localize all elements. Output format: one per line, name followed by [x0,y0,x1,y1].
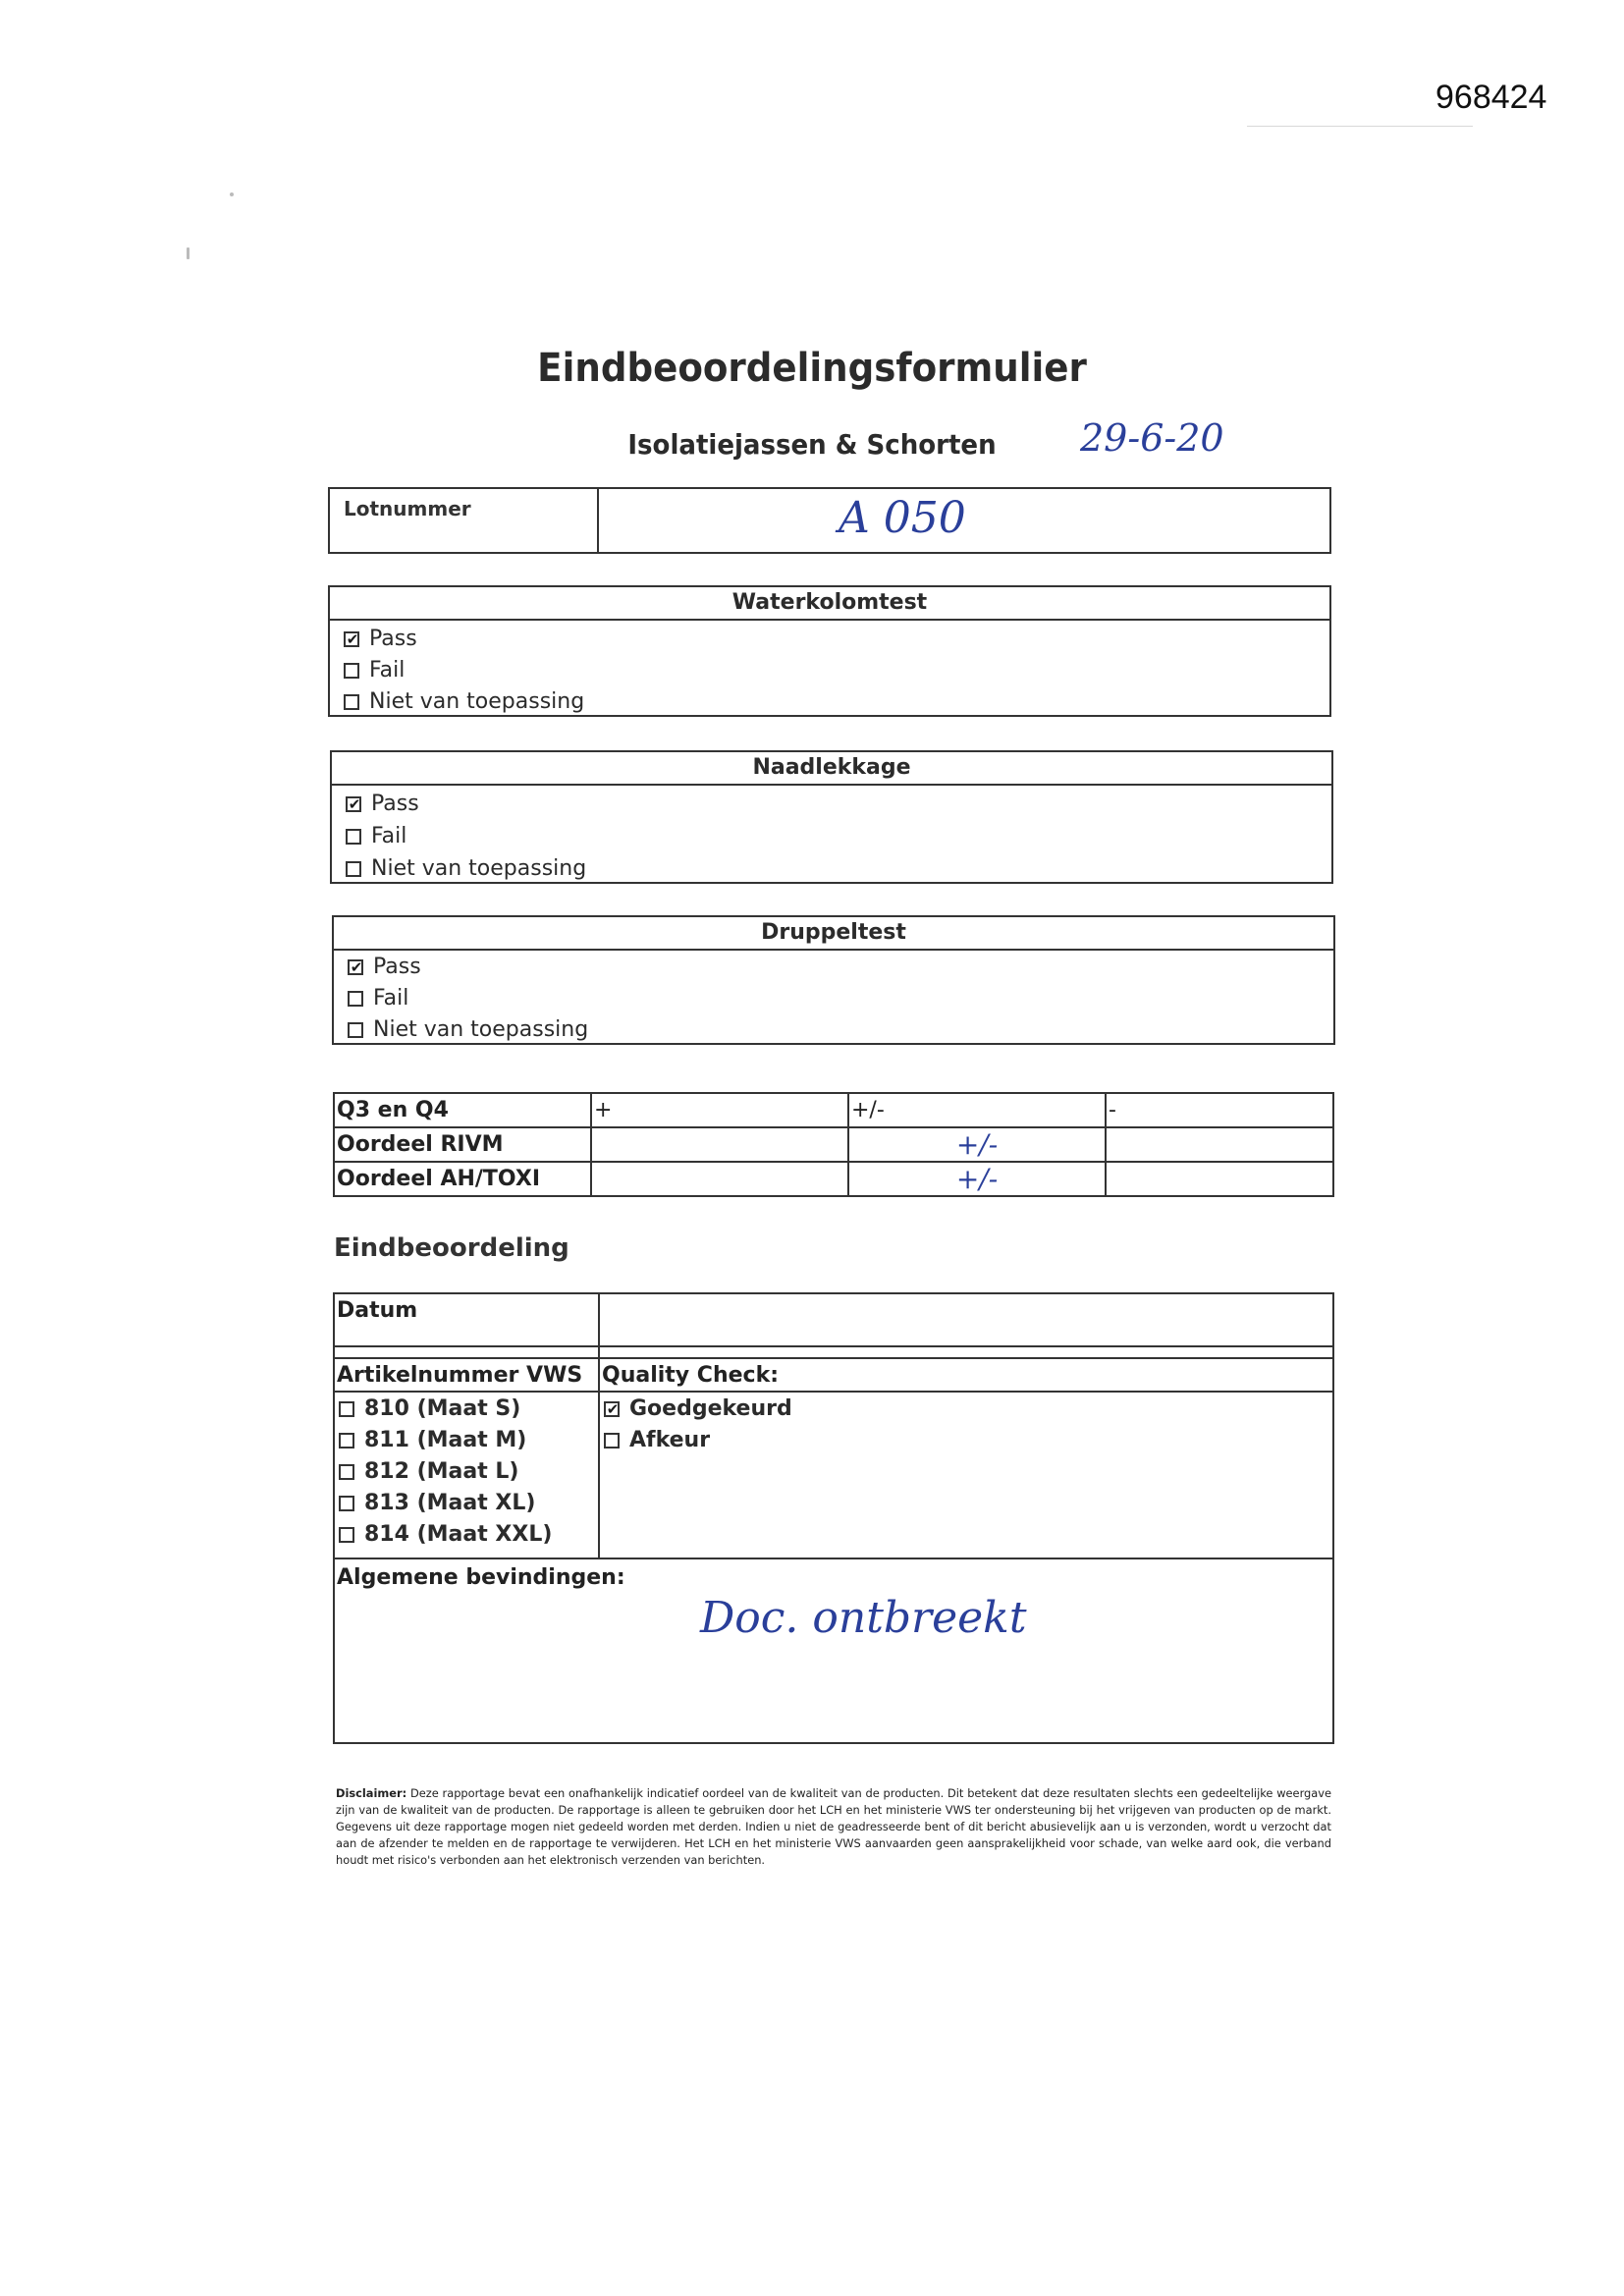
table-cell [848,1127,1106,1162]
checkbox-icon[interactable] [339,1433,354,1449]
table-cell [591,1162,848,1196]
disclaimer [336,1785,1331,1869]
artikel-810[interactable]: 810 (Maat S) [339,1396,520,1421]
table-row [334,1127,1333,1162]
eindbeoordeling-box [333,1292,1334,1744]
table-cell [1106,1127,1333,1162]
scan-speck [187,247,189,259]
handwritten-mark: +/- [955,1163,999,1195]
table-cell [1106,1162,1333,1196]
quality-afkeur[interactable]: Afkeur [604,1428,710,1452]
table-cell: + [591,1093,848,1127]
datum-label-cell [335,1294,600,1347]
handwritten-date: 29-6-20 [1080,416,1224,460]
checkbox-icon[interactable] [339,1496,354,1511]
bevindingen-label: Algemene bevindingen: [337,1565,625,1590]
checkbox-checked-icon[interactable] [346,796,361,812]
checkbox-icon[interactable] [339,1464,354,1480]
datum-value-cell[interactable] [600,1294,1332,1347]
section-druppeltest [332,915,1335,1045]
checkbox-icon[interactable] [348,991,363,1007]
scan-speck [230,192,234,196]
checkbox-checked-icon[interactable] [344,631,359,647]
lot-box [328,487,1331,554]
section-title: Naadlekkage [332,752,1331,786]
artikel-811[interactable]: 811 (Maat M) [339,1428,526,1452]
section-waterkolomtest [328,585,1331,717]
option-pass[interactable]: ✔ Pass [344,627,417,651]
disclaimer-label: Disclaimer: [336,1786,407,1800]
artikel-options [335,1393,600,1559]
table-row [334,1162,1333,1196]
checkbox-checked-icon[interactable] [348,959,363,975]
disclaimer-text: Deze rapportage bevat een onafhankelijk indicatief oordeel van de kwaliteit van de producten. Dit betekent dat deze resultaten slechts een gedeeltelijke weergave zijn van de kwaliteit van de producten. De rapportage is alleen te gebruiken door het LCH en het ministerie VWS ter ondersteuning bij het vrijgeven van producten op de markt. Gegevens uit deze rapportage mogen niet gedeeld worden met derden. Indien u niet de geadresseerde bent of dit bericht abusievelijk aan u is verzonden, wordt u verzocht dat aan de afzender te melden en de rapportage te verwijderen. Het LCH en het ministerie VWS aanvaarden geen aansprakelijkheid voor schade, van welke aard ook, die verband houdt met risico's verbonden aan het elektronisch verzenden van berichten. [336,1786,1332,1867]
checkbox-icon[interactable] [339,1527,354,1543]
section-naadlekkage [330,750,1333,884]
table-cell: +/- [848,1093,1106,1127]
table-cell: - [1106,1093,1333,1127]
option-fail[interactable]: Fail [344,658,405,683]
option-pass[interactable]: ✔ Pass [346,792,419,816]
section-title: Waterkolomtest [330,587,1329,621]
document-number: 968424 [1435,79,1547,116]
checkbox-icon[interactable] [346,829,361,845]
option-nvt[interactable]: Niet van toepassing [348,1017,588,1042]
checkbox-icon[interactable] [344,663,359,679]
quality-options [600,1393,1332,1559]
artikel-header-cell [335,1359,600,1393]
table-cell: Oordeel AH/TOXI [334,1162,591,1196]
checkbox-checked-icon[interactable] [604,1401,620,1417]
top-rule [1247,126,1473,127]
artikel-814[interactable]: 814 (Maat XXL) [339,1522,552,1547]
datum-label: Datum [337,1298,418,1323]
table-cell [591,1127,848,1162]
page-title: Eindbeoordelingsformulier [537,346,1087,391]
option-fail[interactable]: Fail [348,986,408,1011]
checkbox-icon[interactable] [339,1401,354,1417]
lot-label: Lotnummer [344,497,471,520]
artikel-812[interactable]: 812 (Maat L) [339,1459,518,1484]
eindbeoordeling-title: Eindbeoordeling [334,1233,569,1263]
checkbox-icon[interactable] [604,1433,620,1449]
option-nvt[interactable]: Niet van toepassing [344,689,584,714]
table-cell [848,1162,1106,1196]
option-fail[interactable]: Fail [346,824,406,848]
row-divider [335,1347,1332,1359]
table-cell: Oordeel RIVM [334,1127,591,1162]
artikel-label: Artikelnummer VWS [337,1363,583,1388]
quality-label: Quality Check: [602,1363,780,1388]
bevindingen-value[interactable]: Doc. ontbreekt [700,1593,1027,1643]
table-cell: Q3 en Q4 [334,1093,591,1127]
page-subtitle: Isolatiejassen & Schorten [627,428,997,461]
section-title: Druppeltest [334,917,1333,951]
checkbox-icon[interactable] [348,1022,363,1038]
checkbox-icon[interactable] [346,861,361,877]
quality-header-cell [600,1359,1332,1393]
quality-goedgekeurd[interactable]: ✔ Goedgekeurd [604,1396,792,1421]
lot-value: A 050 [839,493,966,543]
artikel-813[interactable]: 813 (Maat XL) [339,1491,535,1515]
option-nvt[interactable]: Niet van toepassing [346,856,586,881]
q-table [333,1092,1334,1197]
option-pass[interactable]: ✔ Pass [348,955,421,979]
handwritten-mark: +/- [955,1128,999,1161]
checkbox-icon[interactable] [344,694,359,710]
table-row [334,1093,1333,1127]
lot-label-cell [330,489,599,552]
